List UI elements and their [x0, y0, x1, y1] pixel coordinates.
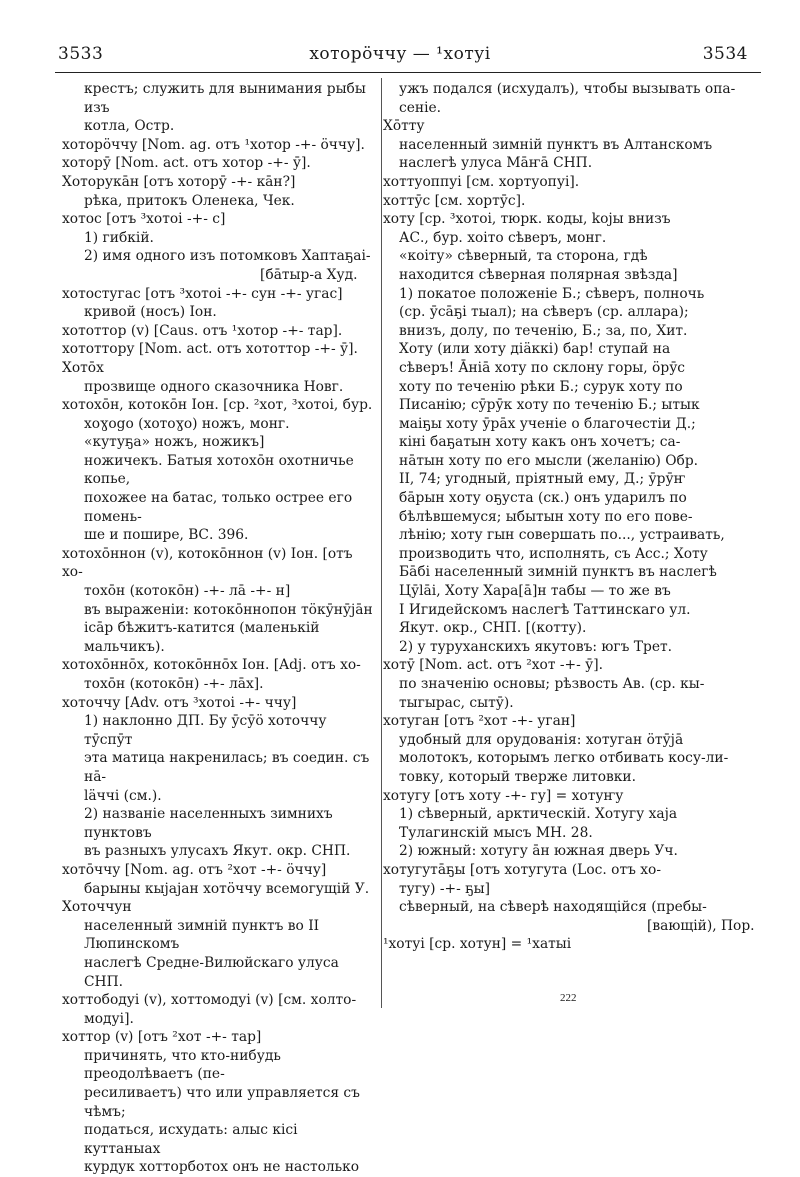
entry-line: бѣлѣвшемуся; ыбытын хоту по его пове- — [399, 508, 693, 525]
entry-line: Цӯlāі, Хоту Хара[ā]н табы — то же въ — [399, 583, 671, 600]
entry-line: крестъ; служить для вынимания рыбы изъ — [84, 81, 366, 116]
entry-line: внизъ, долу, по теченію, Б.; за, по, Хит. — [399, 322, 688, 339]
entry-line: хотохōннон (v), котокōннон (v) Іон. [отъ хо- — [62, 545, 353, 581]
running-head: хоторöччу — ¹хотуі — [309, 44, 491, 64]
entry-line: хотохōн, котокōн Іон. [ср. ²хот, ³хотоі, бур. — [62, 397, 373, 414]
entry-line: «кутуҕа» ножъ, ножикъ] — [84, 434, 265, 451]
entry-line: ше и пошире, ВС. 396. — [84, 527, 249, 544]
entry-line: I Игидейскомъ наслегѣ Таттинскаго ул. — [399, 601, 691, 618]
entry-line: хототтор (v) [Caus. отъ ¹хотор -+- тар]. — [62, 322, 343, 339]
entry-line: Бāбі населенный зимній пунктъ въ наслегѣ — [399, 564, 717, 581]
left-column — [62, 80, 374, 1177]
entry-line: Тулагинскій мысъ МН. 28. — [399, 824, 593, 841]
entry-line: ¹хотуі [ср. хотун] = ¹хатыі — [383, 936, 572, 953]
page-number-left: 3533 — [58, 44, 104, 64]
entry-line: наслегѣ улуса Мāҥā СНП. — [399, 155, 593, 172]
entry-line: кіні баҕатын хоту какъ онъ хочетъ; са- — [399, 434, 681, 451]
entry-line: причинять, что кто-нибудь преодолѣваетъ (пе- — [84, 1047, 281, 1083]
entry-line: бāрын хоту оҕуста (ск.) онъ ударилъ по — [399, 490, 687, 507]
entry-line: наслегѣ Средне-Вилюйскаго улуса СНП. — [84, 954, 339, 990]
entry-line: хоторöччу [Nom. ag. отъ ¹хотор -+- öччу]. — [62, 136, 365, 153]
entry-line: барыны кыjаjан хотöччу всемогущій У. — [84, 880, 370, 897]
entry-line: Якут. окр., СНП. [(котту). — [399, 620, 587, 637]
entry-line: рѣка, притокъ Оленека, Чек. — [84, 192, 295, 209]
entry-line: нāтын хоту по его мысли (желанію) Обр. — [399, 452, 699, 469]
entry-line: Хōтту — [383, 118, 425, 135]
entry-line: хоторӯ [Nom. act. отъ хотор -+- ӯ]. — [62, 155, 311, 172]
entry-line: товку, который тверже литовки. — [399, 768, 636, 785]
footer-page-number: 222 — [560, 992, 577, 1004]
entry-line: хотӯ [Nom. act. отъ ²хот -+- ӯ]. — [383, 657, 604, 674]
entry-line: ужъ подался (исхудалъ), чтобы вызывать опа- — [399, 81, 736, 97]
entry-line: сѣверный, на сѣверѣ находящійся (пребы- — [399, 899, 707, 916]
entry-line: 1) наклонно ДП. Бу ӯсӯö хоточчу тӯспӯт — [84, 713, 327, 748]
entry-line: курдук хотторботох онъ не настолько — [84, 1159, 360, 1176]
entry-line: 2) названіе населенныхъ зимнихъ пунктовъ — [84, 806, 333, 841]
header-rule — [55, 72, 761, 73]
entry-line: хотохōннōх, котокōннōх Іон. [Adj. отъ хо- — [62, 657, 361, 674]
entry-line: тохōн (котокōн) -+- лāх]. — [84, 676, 264, 692]
entry-line: модуі]. — [84, 1010, 134, 1027]
entry-line: эта матица накренилась; въ соедин. съ нā- — [84, 750, 370, 785]
entry-line: похожее на батас, только острее его помень- — [84, 490, 353, 525]
entry-line: II, 74; угодный, пріятный ему, Д.; ӯрӯҥ — [399, 471, 686, 488]
entry-line: маіҕы хоту ӯрāх ученіе о благочестіи Д.; — [399, 415, 696, 432]
entry-line: тугу) -+- ҕы] — [399, 880, 490, 897]
entry-line: тохōн (котокōн) -+- лā -+- н] — [84, 583, 291, 600]
entry-line: удобный для орудованія: хотуган öтӯjā — [399, 731, 684, 748]
entry-line: по значенію основы; рѣзвость Ав. (ср. кы- — [399, 676, 705, 692]
entry-line: хототтору [Nom. act. отъ хототтор -+- ӯ]. — [62, 341, 358, 358]
entry-line: производить что, исполнять, съ Acc.; Хоту — [399, 545, 708, 562]
entry-line: 2) у туруханскихъ якутовъ: югъ Трет. — [399, 638, 673, 655]
entry-line: находится сѣверная полярная звѣзда] — [399, 266, 678, 283]
entry-line: [вающій), Пор. — [647, 917, 755, 934]
entry-line: läччі (см.). — [84, 787, 162, 804]
entry-line: хоточчу [Adv. отъ ³хотоі -+- ччу] — [62, 694, 297, 711]
column-divider — [381, 78, 382, 1008]
entry-line: молотокъ, которымъ легко отбивать косу-ли- — [399, 750, 729, 767]
entry-line: 2) южный: хотугу āн южная дверь Уч. — [399, 843, 678, 860]
entry-line: хотугу [отъ хоту -+- гу] = хотуҥу — [383, 787, 624, 804]
entry-line: хотугутāҕы [отъ хотугута (Loc. отъ хо- — [383, 861, 661, 878]
entry-line: населенный зимній пунктъ во II Люпинскомъ — [84, 917, 320, 953]
entry-line: хотōччу [Nom. ag. отъ ²хот -+- öччу] — [62, 861, 327, 878]
entry-line: Хоторукāн [отъ хоторӯ -+- кāн?] — [62, 173, 296, 190]
entry-line: населенный зимній пунктъ въ Алтанскомъ — [399, 136, 713, 153]
entry-line: (ср. ӯсāҕі тыал); на сѣверъ (ср. аллара); — [399, 304, 689, 321]
entry-line: хоттор (v) [отъ ²хот -+- тар] — [62, 1029, 262, 1046]
entry-line: [бāтыр-а Худ. — [260, 266, 358, 283]
right-column — [383, 80, 763, 954]
entry-line: 1) гибкій. — [84, 229, 154, 246]
entry-line: сѣверъ! Āнiā хоту по склону горы, öрӯс — [399, 359, 686, 376]
entry-line: хотостугас [отъ ³хотоі -+- сун -+- угас] — [62, 285, 343, 302]
entry-line: 1) сѣверный, арктическій. Хотугу хаjа — [399, 806, 678, 823]
entry-line: ресиливаетъ) что или управляется съ чѣмъ; — [84, 1085, 360, 1120]
entry-line: 1) покатое положеніе Б.; сѣверъ, полночь — [399, 285, 705, 302]
entry-line: хоту по теченію рѣки Б.; сурук хоту по — [399, 378, 683, 395]
entry-line: податься, исхудать: алыс кісі куттаныах — [84, 1122, 298, 1157]
entry-line: хоттӯс [см. хортӯс]. — [383, 192, 526, 209]
entry-line: въ разныхъ улусахъ Якут. окр. СНП. — [84, 843, 351, 860]
entry-line: АС., бур. хоіто сѣверъ, монг. — [399, 229, 607, 246]
entry-line: ножичекъ. Батыя хотохōн охотничье копье, — [84, 452, 354, 488]
entry-line: кривой (носъ) Іон. — [84, 304, 217, 321]
entry-line: хотуган [отъ ²хот -+- уган] — [383, 713, 576, 730]
entry-line: лѣнію; хоту гын совершать по..., устраивать, — [399, 527, 725, 544]
page-number-right: 3534 — [702, 44, 748, 64]
entry-line: хоɣоgо (хотоɣо) ножъ, монг. — [84, 415, 290, 432]
entry-line: хоттуоппуі [см. хортуопуі]. — [383, 173, 580, 190]
entry-line: въ выраженіи: котокōннопон тöкӯнӯjāн — [84, 601, 373, 618]
entry-line: Хоточчун — [62, 899, 132, 916]
entry-line: прозвище одного сказочника Новг. — [84, 378, 344, 395]
entry-line: котла, Остр. — [84, 118, 175, 135]
entry-line: хоту [ср. ³хотоі, тюрк. коды, kоjы внизъ — [383, 211, 671, 228]
entry-line: хотос [отъ ³хотоі -+- с] — [62, 211, 226, 228]
entry-line: Писанію; сӯрӯк хоту по теченію Б.; ытык — [399, 397, 700, 414]
entry-line: Хотōх — [62, 359, 104, 376]
entry-line: хоттободуі (v), хоттомодуі (v) [см. холто- — [62, 992, 357, 1009]
entry-line: тыгырас, сытӯ). — [399, 694, 514, 711]
entry-line: ісāр бѣжитъ-катится (маленькій мальчикъ). — [84, 620, 320, 655]
entry-line: «коіту» сѣверный, та сторона, гдѣ — [399, 248, 648, 265]
entry-line: сеніе. — [399, 99, 442, 116]
entry-line: 2) имя одного изъ потомковъ Хаптаҕаі- — [84, 248, 371, 265]
entry-line: Хоту (или хоту діäккі) бар! ступай на — [399, 341, 671, 358]
